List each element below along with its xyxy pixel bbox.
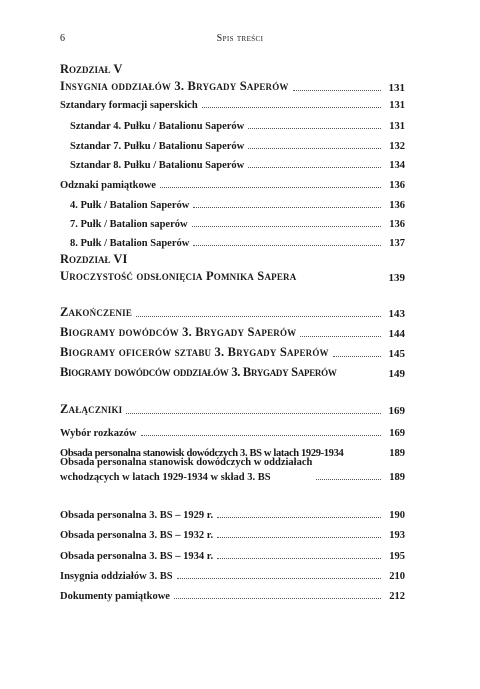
dot-leader: [202, 107, 381, 108]
entry-title: Obsada personalna 3. BS – 1929 r.: [60, 510, 214, 521]
entry-page: 136: [389, 180, 405, 191]
entry-title-line1: Obsada personalna stanowisk dowódczych w oddziałach: [60, 457, 313, 468]
toc-entry[interactable]: [70, 136, 405, 152]
dot-leader: [141, 435, 381, 436]
toc-entry[interactable]: [60, 95, 405, 111]
entry-title: Insygnia oddziałów 3. BS: [60, 571, 173, 582]
entry-page: 189: [389, 448, 405, 459]
toc-entry[interactable]: [60, 175, 405, 191]
entry-page: 190: [389, 510, 405, 521]
entry-page: 131: [389, 100, 405, 111]
entry-title: Sztandar 7. Pułku / Batalionu Saperów: [70, 141, 245, 152]
dot-leader: [293, 90, 381, 91]
toc-entry-multiline[interactable]: [60, 455, 405, 485]
toc-entry[interactable]: [70, 195, 405, 211]
toc-entry[interactable]: [70, 116, 405, 132]
toc-entry[interactable]: [70, 155, 405, 171]
entry-title: Wybór rozkazów: [60, 428, 137, 439]
entry-page: 149: [388, 368, 405, 380]
entry-page: 132: [389, 141, 405, 152]
entry-page: 212: [389, 591, 405, 602]
toc-entry[interactable]: [70, 214, 405, 230]
dot-leader: [217, 517, 381, 518]
toc-entry-chapter-vi[interactable]: [60, 268, 405, 284]
dot-leader: [177, 578, 381, 579]
entry-page: 195: [389, 551, 405, 562]
entry-title: [60, 455, 312, 485]
dot-leader: [126, 413, 381, 414]
toc-entry-biographies[interactable]: [60, 344, 405, 360]
entry-page: 134: [389, 160, 405, 171]
toc-entry-biographies[interactable]: [60, 324, 405, 340]
dot-leader: [193, 245, 381, 246]
toc-entry[interactable]: [60, 423, 405, 439]
entry-title: Insygnia oddziałów 3. Brygady Saperów: [60, 79, 289, 93]
dot-leader: [248, 148, 381, 149]
entry-title: Sztandar 4. Pułku / Batalionu Saperów: [70, 121, 245, 132]
chapter-vi-label: Rozdział VI: [60, 252, 128, 266]
entry-page: 136: [389, 200, 405, 211]
toc-entry-appendices[interactable]: [60, 401, 405, 417]
entry-title: Obsada personalna 3. BS – 1932 r.: [60, 530, 214, 541]
running-head: Spis treści: [216, 33, 264, 44]
entry-title: Biogramy dowódców oddziałów 3. Brygady Saperów: [60, 365, 337, 379]
entry-page: 144: [388, 328, 405, 340]
entry-page: 169: [388, 405, 405, 417]
entry-title: Sztandary formacji saperskich: [60, 100, 198, 111]
entry-title: Obsada personalna stanowisk dowódczych 3. BS w latach 1929-1934: [60, 448, 344, 459]
toc-entry-biographies[interactable]: [60, 364, 405, 380]
entry-page: 131: [389, 121, 405, 132]
entry-title: Biogramy dowódców 3. Brygady Saperów: [60, 325, 297, 339]
entry-title: Uroczystość odsłonięcia Pomnika Sapera: [60, 269, 297, 283]
entry-page: 143: [388, 308, 405, 320]
dot-leader: [160, 187, 381, 188]
entry-page: 131: [388, 82, 405, 94]
entry-title-line2: wchodzących w latach 1929-1934 w skład 3. BS: [60, 472, 271, 483]
dot-leader: [300, 336, 381, 337]
entry-title: 8. Pułk / Batalion Saperów: [70, 238, 190, 249]
dot-leader: [136, 316, 381, 317]
entry-title: Załączniki: [60, 402, 123, 416]
dot-leader: [316, 479, 381, 480]
dot-leader: [192, 226, 381, 227]
entry-page: 139: [388, 272, 405, 284]
entry-title: Sztandar 8. Pułku / Batalionu Saperów: [70, 160, 245, 171]
toc-entry[interactable]: [60, 586, 405, 602]
dot-leader: [217, 558, 381, 559]
entry-page: 137: [389, 238, 405, 249]
toc-entry[interactable]: [60, 566, 405, 582]
entry-title: 4. Pułk / Batalion Saperów: [70, 200, 190, 211]
toc-entry[interactable]: [60, 546, 405, 562]
entry-page: 189: [389, 472, 405, 483]
chapter-v-label: Rozdział V: [60, 62, 123, 76]
entry-title: Obsada personalna 3. BS – 1934 r.: [60, 551, 214, 562]
entry-title: Dokumenty pamiątkowe: [60, 591, 170, 602]
entry-title: Biogramy oficerów sztabu 3. Brygady Saperów: [60, 345, 329, 359]
dot-leader: [174, 598, 381, 599]
entry-page: 169: [389, 428, 405, 439]
dot-leader: [333, 356, 381, 357]
dot-leader: [193, 207, 381, 208]
entry-title: Odznaki pamiątkowe: [60, 180, 156, 191]
dot-leader: [248, 128, 381, 129]
dot-leader: [217, 537, 381, 538]
toc-entry[interactable]: [60, 505, 405, 521]
dot-leader: [248, 167, 381, 168]
entry-title: Zakończenie: [60, 305, 133, 319]
toc-entry[interactable]: [70, 233, 405, 249]
toc-entry-chapter-v[interactable]: [60, 78, 405, 94]
page-number: 6: [60, 33, 65, 44]
entry-page: 210: [389, 571, 405, 582]
entry-page: 145: [388, 348, 405, 360]
entry-page: 193: [389, 530, 405, 541]
entry-title: 7. Pułk / Batalion saperów: [70, 219, 188, 230]
toc-entry[interactable]: [60, 525, 405, 541]
toc-entry-conclusion[interactable]: [60, 304, 405, 320]
entry-page: 136: [389, 219, 405, 230]
